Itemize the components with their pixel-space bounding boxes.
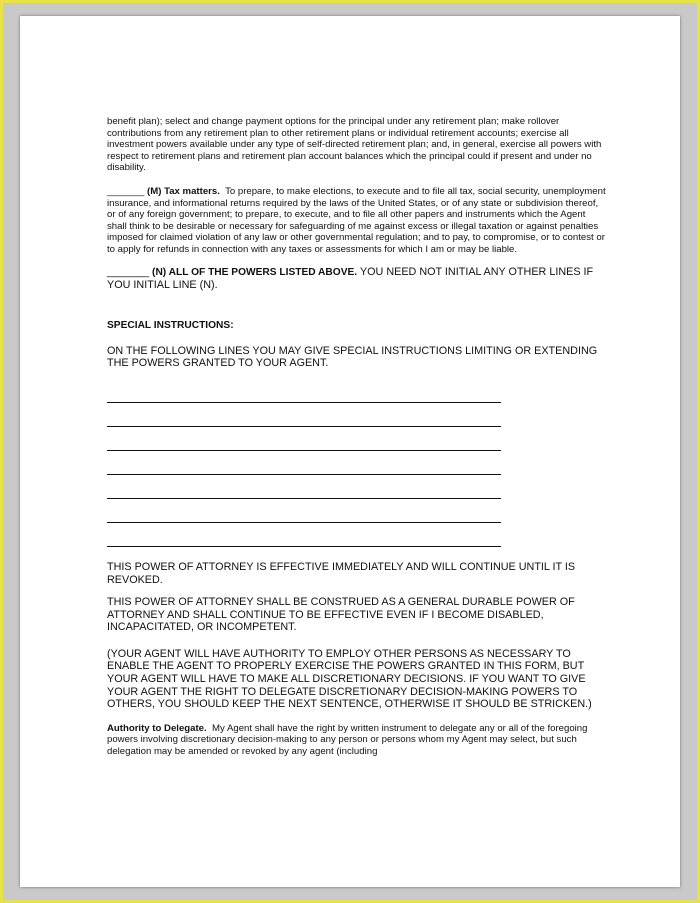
document-content bbox=[107, 116, 607, 758]
special-instructions-intro: ON THE FOLLOWING LINES YOU MAY GIVE SPECIAL INSTRUCTIONS LIMITING OR EXTENDING THE POWERS GRANTED TO YOUR AGENT. bbox=[107, 344, 598, 370]
durable-statement: THIS POWER OF ATTORNEY SHALL BE CONSTRUED AS A GENERAL DURABLE POWER OF ATTORNEY AND SHALL CONTINUE TO BE EFFECTIVE EVEN IF I BECOME DISABLED, INCAPACITATED, OR INCOMPETENT. bbox=[107, 596, 575, 634]
effective-statement: THIS POWER OF ATTORNEY IS EFFECTIVE IMMEDIATELY AND WILL CONTINUE UNTIL IT IS REVOKED. bbox=[107, 560, 576, 586]
delegate-heading: Authority to Delegate. bbox=[107, 722, 207, 734]
all-powers-heading: (N) ALL OF THE POWERS LISTED ABOVE. bbox=[152, 266, 358, 278]
tax-matters-heading: (M) Tax matters. bbox=[147, 185, 220, 197]
instruction-line[interactable] bbox=[107, 451, 501, 475]
all-powers-paragraph bbox=[107, 266, 607, 292]
instruction-line[interactable] bbox=[107, 427, 501, 451]
instruction-line[interactable] bbox=[107, 523, 501, 547]
instruction-line[interactable] bbox=[107, 499, 501, 523]
all-powers-initial-blank: _______ bbox=[107, 265, 150, 278]
special-instructions-heading: SPECIAL INSTRUCTIONS: bbox=[107, 319, 234, 331]
instruction-line[interactable] bbox=[107, 403, 501, 427]
tax-matters-text: To prepare, to make elections, to execute and to file all tax, social security, unemployment insurance, and informational returns required by the laws of the United States, or of any state or subdivision thereof, or of any foreign government; to prepare, to execute, and to file all other papers and instruments which the Agent shall think to be desirable or necessary for safeguarding of me against excess or illegal taxation or against penalties imposed for claimed violation of any law or other governmental regulation; and to pay, to compromise, or to contest or to apply for refunds in connection with any taxes or assessments for which I am or may be liable. bbox=[107, 185, 606, 255]
authority-note: (YOUR AGENT WILL HAVE AUTHORITY TO EMPLOY OTHER PERSONS AS NECESSARY TO ENABLE THE AGENT TO PROPERLY EXERCISE THE POWERS GRANTED IN THIS FORM, BUT YOUR AGENT WILL HAVE TO MAKE ALL DISCRETIONARY DECISIONS. IF YOU WANT TO GIVE YOUR AGENT THE RIGHT TO DELEGATE DISCRETIONARY DECISION-MAKING POWERS TO OTHERS, YOU SHOULD KEEP THE NEXT SENTENCE, OTHERWISE IT SHOULD BE STRICKEN.) bbox=[107, 647, 592, 711]
tax-initial-blank: _______ bbox=[107, 185, 145, 197]
special-instructions-lines bbox=[107, 379, 607, 547]
retirement-paragraph: benefit plan); select and change payment options for the principal under any retirement plan; make rollover contributions from any retirement plan to other retirement plans or individual retirement accounts; exercise all investment powers available under any type of self-directed retirement plan; and, in general, exercise all powers with respect to retirement plans and retirement plan account balances which the principal could if present and under no disability. bbox=[107, 116, 602, 174]
delegate-paragraph bbox=[107, 723, 607, 758]
document-page bbox=[20, 16, 680, 887]
tax-matters-paragraph bbox=[107, 186, 607, 256]
delegate-text: My Agent shall have the right by written instrument to delegate any or all of the foregoing powers involving discretionary decision-making to any person or persons whom my Agent may select, but such delegation may be amended or revoked by any agent (including bbox=[107, 722, 588, 758]
instruction-line[interactable] bbox=[107, 475, 501, 499]
all-powers-text: YOU NEED NOT INITIAL ANY OTHER LINES IF YOU INITIAL LINE (N). bbox=[107, 265, 594, 292]
instruction-line[interactable] bbox=[107, 379, 501, 403]
